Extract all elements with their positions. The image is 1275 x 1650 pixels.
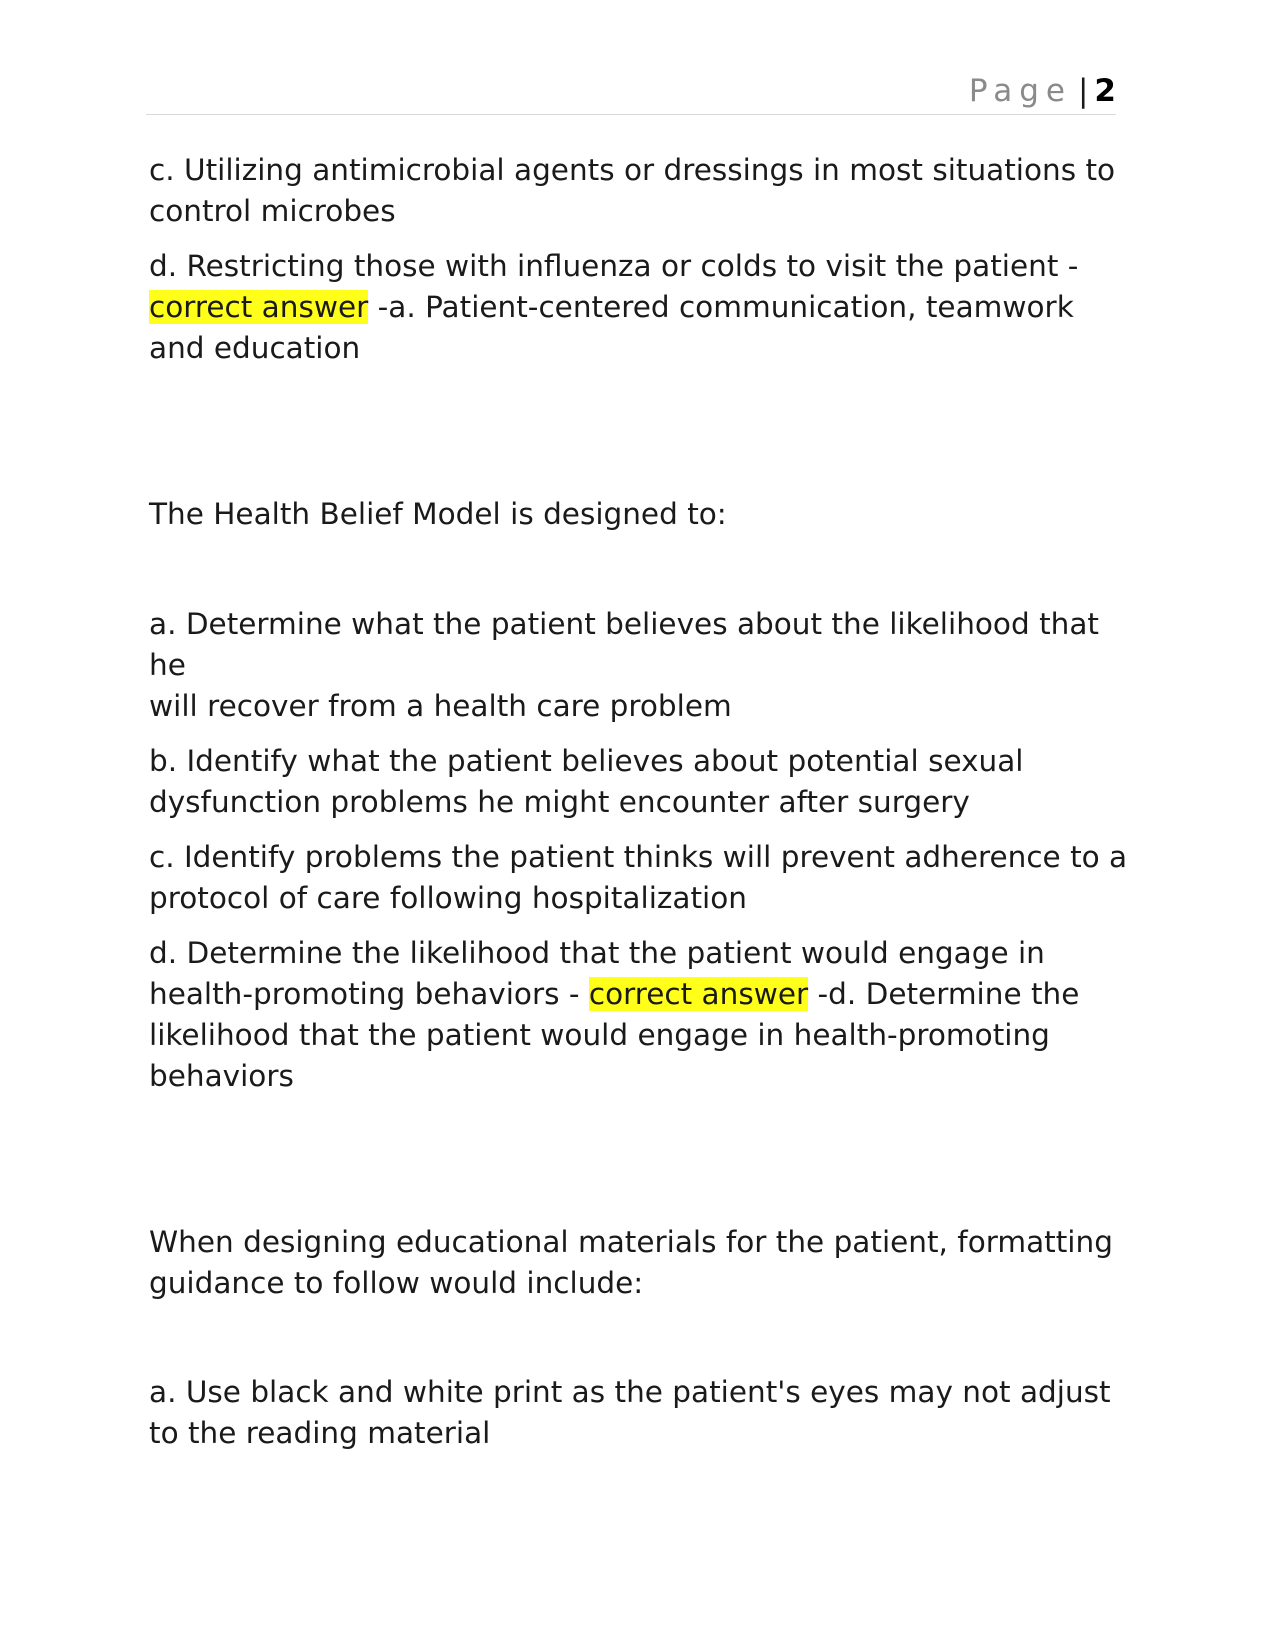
option-c-antimicrobial: [149, 150, 1129, 232]
correct-answer-highlight: correct answer: [588, 977, 809, 1011]
paragraph-text: c. Utilizing antimicrobial agents or dressings in most situations to control microbes: [149, 153, 1116, 228]
correct-answer-highlight: correct answer: [149, 290, 369, 324]
page-number: 2: [1094, 73, 1116, 109]
option-a-black-white-print: [149, 1372, 1129, 1454]
answer-text: -a. Patient-centered communication, teamwork and education: [149, 290, 1074, 365]
option-b-identify: [149, 741, 1129, 823]
paragraph-text: d. Determine the likelihood that the patient would engage in health-promoting behaviors -: [149, 936, 1045, 1011]
question-text: The Health Belief Model is designed to:: [149, 497, 727, 531]
option-a-determine: [149, 604, 1129, 727]
option-c-identify-problems: [149, 837, 1129, 919]
answer-text: -d. Determine the likelihood that the patient would engage in health-promoting behaviors: [149, 977, 1080, 1093]
page-separator: |: [1077, 73, 1089, 109]
document-body: [149, 150, 1129, 1454]
page-word: Page: [968, 73, 1072, 109]
paragraph-text: a. Determine what the patient believes about the likelihood that he will recover from a health care problem: [149, 607, 1099, 723]
question-educational-materials: [149, 1222, 1129, 1304]
paragraph-text: a. Use black and white print as the patient's eyes may not adjust to the reading material: [149, 1375, 1111, 1450]
option-d-likelihood-answer: [149, 933, 1129, 1097]
paragraph-text: c. Identify problems the patient thinks will prevent adherence to a protocol of care following hospitalization: [149, 840, 1128, 915]
paragraph-text: b. Identify what the patient believes about potential sexual dysfunction problems he might encounter after surgery: [149, 744, 1024, 819]
option-d-restricting-answer: [149, 246, 1129, 369]
question-text: When designing educational materials for the patient, formatting guidance to follow would include:: [149, 1225, 1113, 1300]
page-header: [146, 66, 1116, 115]
paragraph-text: d. Restricting those with influenza or colds to visit the patient -: [149, 249, 1079, 283]
page-number-label: [969, 74, 1116, 108]
question-health-belief-model: [149, 494, 1129, 535]
